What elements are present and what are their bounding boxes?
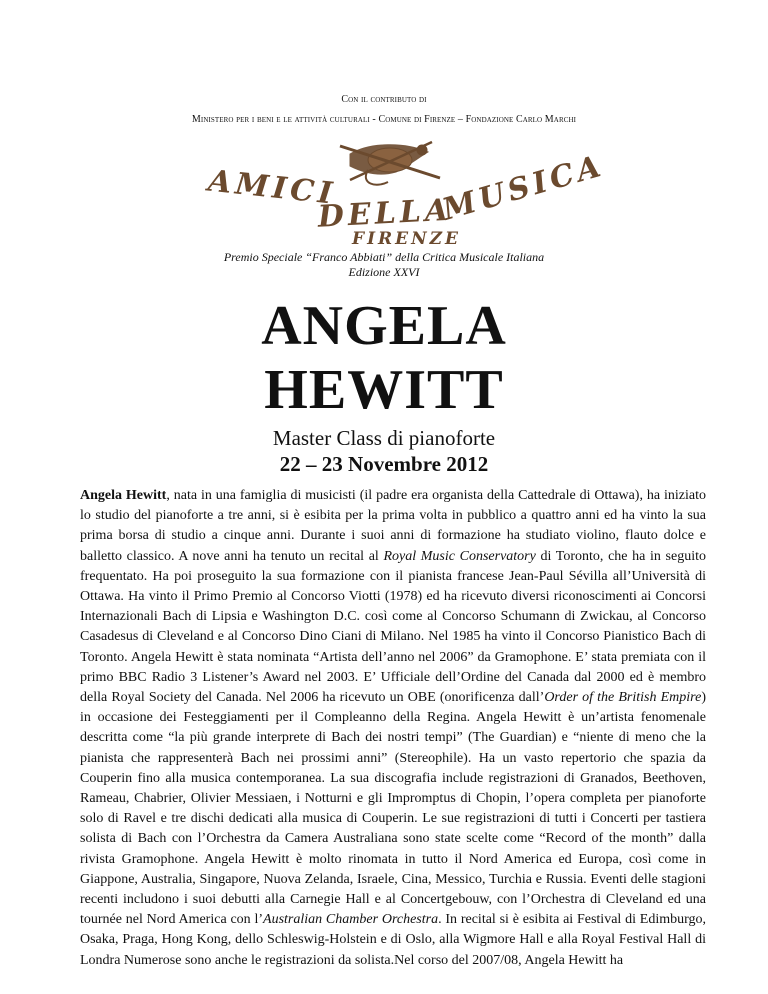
biography-paragraph: [80, 486, 706, 971]
bio-name: Angela Hewitt: [80, 488, 167, 503]
event-title: Master Class di pianoforte: [272, 426, 496, 450]
logo-word-della: DELLA: [316, 192, 453, 235]
artist-first-name: ANGELA: [261, 295, 507, 357]
logo-word-musica: MUSICA: [438, 148, 609, 228]
bio-text: . In recital si è esibita ai Festival di Edimburgo, Osaka, Praga, Hong Kong, dello Schleswig-Holstein e di Oslo, alla Wigmore Hall e alla Royal Festival Hall di Londra Numerose sono anche le registrazioni da solista.Nel corso del 2007/08, Angela Hewitt ha: [80, 912, 707, 968]
bio-italic-conservatory: Royal Music Conservatory: [383, 548, 536, 564]
prize-caption: [0, 250, 768, 280]
sponsors-line: Ministero per i beni e le attività culturali - Comune di Firenze – Fondazione Carlo Marchi: [191, 114, 577, 125]
bio-text: , nata in una famiglia di musicisti (il padre era organista della Cattedrale di Ottawa), ha iniziato lo studio del pianoforte a tre anni, si è esibita per la prima volta in pubblico a quattro anni ed ha vinto la sua prima borsa di studio a cinque anni. Durante i suoi anni di formazione ha studiato violino, flauto dolce e balletto classico. A nove anni ha tenuto un recital al: [80, 488, 706, 564]
bio-text: di Toronto, che ha in seguito frequentato. Ha poi proseguito la sua formazione con il pianista francese Jean-Paul Sévilla all’Università di Ottawa. Ha vinto il Primo Premio al Concorso Viotti (1978) ed ha ricevuto diversi riconoscimenti ai Concorsi Internazionali Bach di Lipsia e Washington D.C. così come al Concorso Schumann di Zwickau, al Concorso Casadesus di Cleveland e al Concorso Dino Ciani di Milano. Nel 1985 ha vinto il Concorso Pianistico Bach di Toronto. Angela Hewitt è stata nominata “Artista dell’anno nel 2006” da Gramophone. E’ stata premiata con il primo BBC Radio 3 Listener’s Award nel 2003. E’ Ufficiale dell’Ordine del Canada dal 2000 ed è membro della Royal Society del Canada. Nel 2006 ha ricevuto un OBE (onorificenza dall’: [80, 548, 706, 706]
event-dates: 22 – 23 Novembre 2012: [279, 452, 489, 476]
edition-line: Edizione XXVI: [348, 265, 420, 279]
bio-italic-obe: Order of the British Empire: [544, 690, 702, 706]
logo-word-amici: AMICI: [206, 163, 338, 212]
prize-line: Premio Speciale “Franco Abbiati” della Critica Musicale Italiana: [223, 250, 545, 264]
artist-last-name: HEWITT: [264, 359, 504, 421]
contributor-heading: Con il contributo di: [341, 94, 427, 105]
amici-della-musica-logo: [200, 140, 609, 250]
bio-italic-orchestra: Australian Chamber Orchestra: [263, 912, 439, 928]
bio-text: ) in occasione dei Festeggiamenti per il Compleanno della Regina. Angela Hewitt è un’artista fenomenale descritta come “la più grande interprete di Bach dei nostri tempi” (The Guardian) e “niente di meno che la pianista che rappresenterà Bach nei prossimi anni” (Stereophile). Ha un vasto repertorio che spazia da Couperin fino alla musica contemporanea. La sua discografia include registrazioni di Granados, Beethoven, Rameau, Chabrier, Olivier Messiaen, i Notturni e gli Impromptus di Chopin, l’opera completa per pianoforte solo di Ravel e tre dischi dedicati alla musica di Couperin. Le sue registrazioni di tutti i Concerti per tastiera solista di Bach con l’Orchestra da Camera Australiana sono state scelte come “Record of the month” dalla rivista Gramophone. Angela Hewitt è molto rinomata in tutto il Nord America ed Europa, così come in Giappone, Australia, Singapore, Nuova Zelanda, Israele, Cina, Messico, Turchia e Russia. Eventi delle stagioni recenti includono i suoi debutti alla Carnegie Hall e al Concertgebouw, con l’Orchestra di Cleveland ed una tournée nel Nord America con l’: [80, 690, 706, 928]
logo-word-firenze: FIRENZE: [352, 229, 462, 249]
